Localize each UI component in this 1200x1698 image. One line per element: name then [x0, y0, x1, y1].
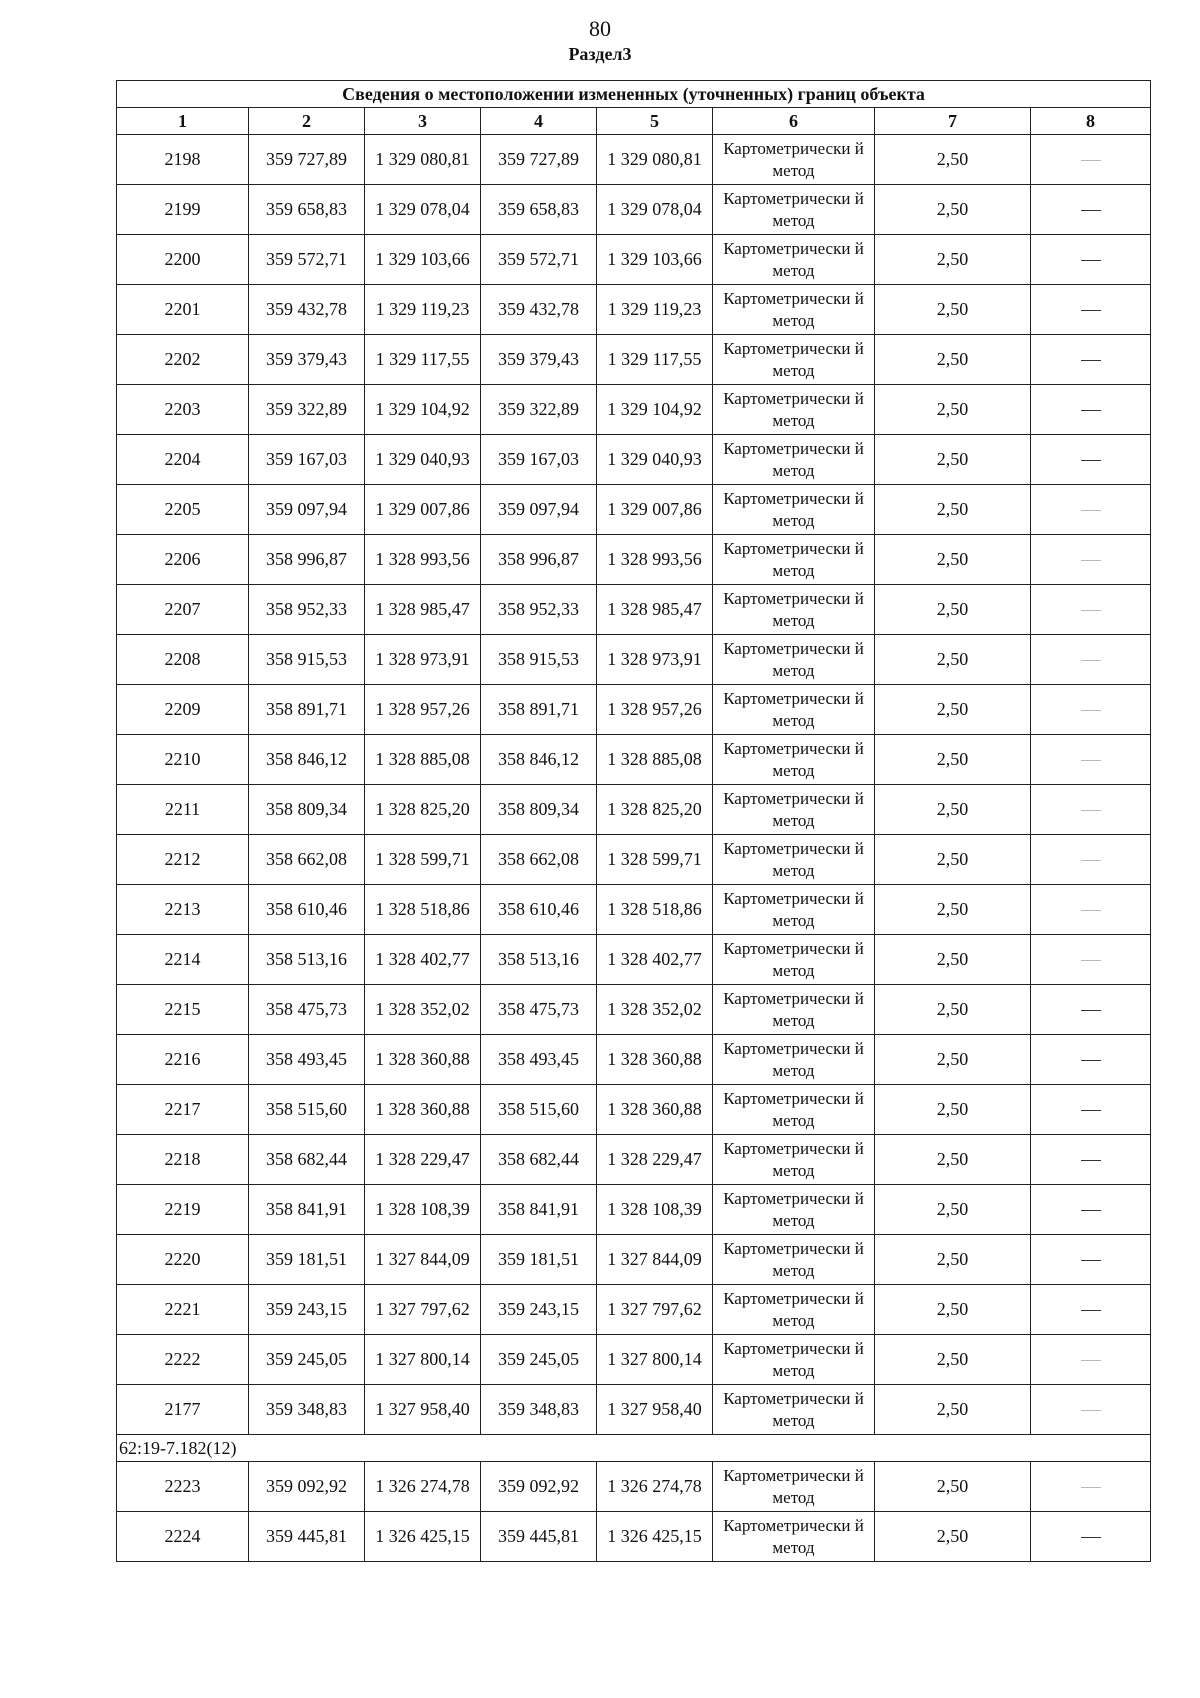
y-old-cell: 1 328 402,77: [365, 935, 481, 985]
table-row: [117, 185, 1151, 235]
accuracy-cell: 2,50: [875, 985, 1031, 1035]
method-cell: Картометрически й метод: [713, 1462, 875, 1512]
accuracy-cell: 2,50: [875, 535, 1031, 585]
x-old-cell: 358 493,45: [249, 1035, 365, 1085]
y-new-cell: 1 328 973,91: [597, 635, 713, 685]
dash-mark: [1081, 960, 1101, 961]
x-new-cell: 359 658,83: [481, 185, 597, 235]
x-old-cell: 358 952,33: [249, 585, 365, 635]
column-number: 1: [117, 108, 249, 135]
y-old-cell: 1 328 108,39: [365, 1185, 481, 1235]
point-number-cell: 2213: [117, 885, 249, 935]
accuracy-cell: 2,50: [875, 885, 1031, 935]
point-number-cell: 2219: [117, 1185, 249, 1235]
x-new-cell: 359 245,05: [481, 1335, 597, 1385]
method-cell: Картометрически й метод: [713, 1035, 875, 1085]
dash-mark: [1081, 1260, 1101, 1261]
dash-mark: [1081, 160, 1101, 161]
point-number-cell: 2216: [117, 1035, 249, 1085]
dash-mark: [1081, 1410, 1101, 1411]
method-cell: Картометрически й метод: [713, 485, 875, 535]
method-cell: Картометрически й метод: [713, 985, 875, 1035]
accuracy-cell: 2,50: [875, 735, 1031, 785]
y-old-cell: 1 328 885,08: [365, 735, 481, 785]
table-row: [117, 1285, 1151, 1335]
accuracy-cell: 2,50: [875, 1335, 1031, 1385]
x-new-cell: 358 841,91: [481, 1185, 597, 1235]
y-old-cell: 1 328 360,88: [365, 1035, 481, 1085]
method-cell: Картометрически й метод: [713, 185, 875, 235]
y-new-cell: 1 328 360,88: [597, 1085, 713, 1135]
x-new-cell: 359 432,78: [481, 285, 597, 335]
y-old-cell: 1 329 104,92: [365, 385, 481, 435]
y-old-cell: 1 329 119,23: [365, 285, 481, 335]
boundaries-table: [116, 80, 1151, 1562]
accuracy-cell: 2,50: [875, 285, 1031, 335]
x-new-cell: 359 243,15: [481, 1285, 597, 1335]
table-row: [117, 485, 1151, 535]
accuracy-cell: 2,50: [875, 935, 1031, 985]
column-number: 4: [481, 108, 597, 135]
method-cell: Картометрически й метод: [713, 1512, 875, 1562]
column-8-cell: [1031, 585, 1151, 635]
x-new-cell: 359 727,89: [481, 135, 597, 185]
method-cell: Картометрически й метод: [713, 435, 875, 485]
method-cell: Картометрически й метод: [713, 135, 875, 185]
accuracy-cell: 2,50: [875, 1512, 1031, 1562]
point-number-cell: 2202: [117, 335, 249, 385]
column-8-cell: [1031, 735, 1151, 785]
dash-mark: [1081, 910, 1101, 911]
dash-mark: [1081, 1060, 1101, 1061]
x-old-cell: 359 432,78: [249, 285, 365, 335]
column-8-cell: [1031, 1385, 1151, 1435]
dash-mark: [1081, 1537, 1101, 1538]
x-new-cell: 359 097,94: [481, 485, 597, 535]
accuracy-cell: 2,50: [875, 1235, 1031, 1285]
column-8-cell: [1031, 485, 1151, 535]
point-number-cell: 2224: [117, 1512, 249, 1562]
page-number: 80: [589, 16, 611, 41]
column-8-cell: [1031, 135, 1151, 185]
table-row: [117, 1135, 1151, 1185]
group-row: [117, 1435, 1151, 1462]
table-row: [117, 1335, 1151, 1385]
table-row: [117, 235, 1151, 285]
y-new-cell: 1 327 958,40: [597, 1385, 713, 1435]
y-new-cell: 1 328 402,77: [597, 935, 713, 985]
point-number-cell: 2214: [117, 935, 249, 985]
table-row: [117, 385, 1151, 435]
y-old-cell: 1 328 973,91: [365, 635, 481, 685]
y-old-cell: 1 327 800,14: [365, 1335, 481, 1385]
y-new-cell: 1 329 040,93: [597, 435, 713, 485]
y-new-cell: 1 328 108,39: [597, 1185, 713, 1235]
x-old-cell: 359 727,89: [249, 135, 365, 185]
method-cell: Картометрически й метод: [713, 1285, 875, 1335]
x-old-cell: 358 846,12: [249, 735, 365, 785]
method-cell: Картометрически й метод: [713, 685, 875, 735]
x-old-cell: 359 348,83: [249, 1385, 365, 1435]
x-new-cell: 358 809,34: [481, 785, 597, 835]
x-new-cell: 359 572,71: [481, 235, 597, 285]
table-row: [117, 735, 1151, 785]
column-8-cell: [1031, 685, 1151, 735]
accuracy-cell: 2,50: [875, 635, 1031, 685]
x-old-cell: 358 809,34: [249, 785, 365, 835]
dash-mark: [1081, 660, 1101, 661]
column-8-cell: [1031, 835, 1151, 885]
point-number-cell: 2220: [117, 1235, 249, 1285]
y-old-cell: 1 328 352,02: [365, 985, 481, 1035]
x-old-cell: 358 475,73: [249, 985, 365, 1035]
x-new-cell: 358 996,87: [481, 535, 597, 585]
accuracy-cell: 2,50: [875, 235, 1031, 285]
x-new-cell: 358 513,16: [481, 935, 597, 985]
y-old-cell: 1 327 958,40: [365, 1385, 481, 1435]
column-8-cell: [1031, 535, 1151, 585]
dash-mark: [1081, 710, 1101, 711]
table-row: [117, 785, 1151, 835]
method-cell: Картометрически й метод: [713, 235, 875, 285]
x-old-cell: 359 243,15: [249, 1285, 365, 1335]
x-old-cell: 358 915,53: [249, 635, 365, 685]
method-cell: Картометрически й метод: [713, 535, 875, 585]
method-cell: Картометрически й метод: [713, 385, 875, 435]
y-old-cell: 1 329 040,93: [365, 435, 481, 485]
accuracy-cell: 2,50: [875, 1385, 1031, 1435]
method-cell: Картометрически й метод: [713, 1235, 875, 1285]
dash-mark: [1081, 1160, 1101, 1161]
x-new-cell: 359 181,51: [481, 1235, 597, 1285]
dash-mark: [1081, 310, 1101, 311]
method-cell: Картометрически й метод: [713, 585, 875, 635]
point-number-cell: 2223: [117, 1462, 249, 1512]
y-new-cell: 1 328 229,47: [597, 1135, 713, 1185]
dash-mark: [1081, 360, 1101, 361]
y-old-cell: 1 328 985,47: [365, 585, 481, 635]
x-new-cell: 359 348,83: [481, 1385, 597, 1435]
x-new-cell: 358 475,73: [481, 985, 597, 1035]
point-number-cell: 2208: [117, 635, 249, 685]
table-row: [117, 835, 1151, 885]
x-new-cell: 358 682,44: [481, 1135, 597, 1185]
y-old-cell: 1 326 274,78: [365, 1462, 481, 1512]
column-8-cell: [1031, 985, 1151, 1035]
y-new-cell: 1 329 078,04: [597, 185, 713, 235]
dash-mark: [1081, 860, 1101, 861]
y-new-cell: 1 328 985,47: [597, 585, 713, 635]
y-old-cell: 1 328 957,26: [365, 685, 481, 735]
y-old-cell: 1 329 007,86: [365, 485, 481, 535]
column-8-cell: [1031, 1085, 1151, 1135]
table-row: [117, 535, 1151, 585]
x-old-cell: 359 097,94: [249, 485, 365, 535]
column-8-cell: [1031, 935, 1151, 985]
y-new-cell: 1 329 007,86: [597, 485, 713, 535]
accuracy-cell: 2,50: [875, 585, 1031, 635]
x-new-cell: 359 445,81: [481, 1512, 597, 1562]
x-old-cell: 358 996,87: [249, 535, 365, 585]
method-cell: Картометрически й метод: [713, 1085, 875, 1135]
x-old-cell: 358 515,60: [249, 1085, 365, 1135]
y-new-cell: 1 328 825,20: [597, 785, 713, 835]
column-8-cell: [1031, 1335, 1151, 1385]
x-old-cell: 359 658,83: [249, 185, 365, 235]
column-8-cell: [1031, 185, 1151, 235]
dash-mark: [1081, 1487, 1101, 1488]
column-8-cell: [1031, 235, 1151, 285]
accuracy-cell: 2,50: [875, 335, 1031, 385]
y-old-cell: 1 328 599,71: [365, 835, 481, 885]
y-old-cell: 1 328 993,56: [365, 535, 481, 585]
accuracy-cell: 2,50: [875, 385, 1031, 435]
column-8-cell: [1031, 635, 1151, 685]
x-old-cell: 358 513,16: [249, 935, 365, 985]
table-row: [117, 1235, 1151, 1285]
x-new-cell: 359 379,43: [481, 335, 597, 385]
column-number: 8: [1031, 108, 1151, 135]
y-old-cell: 1 328 360,88: [365, 1085, 481, 1135]
column-number: 5: [597, 108, 713, 135]
dash-mark: [1081, 210, 1101, 211]
column-number: 2: [249, 108, 365, 135]
x-new-cell: 358 662,08: [481, 835, 597, 885]
y-old-cell: 1 326 425,15: [365, 1512, 481, 1562]
accuracy-cell: 2,50: [875, 485, 1031, 535]
point-number-cell: 2222: [117, 1335, 249, 1385]
y-new-cell: 1 328 518,86: [597, 885, 713, 935]
method-cell: Картометрически й метод: [713, 785, 875, 835]
accuracy-cell: 2,50: [875, 1035, 1031, 1085]
point-number-cell: 2221: [117, 1285, 249, 1335]
method-cell: Картометрически й метод: [713, 635, 875, 685]
point-number-cell: 2209: [117, 685, 249, 735]
x-old-cell: 359 379,43: [249, 335, 365, 385]
table-row: [117, 1385, 1151, 1435]
accuracy-cell: 2,50: [875, 685, 1031, 735]
x-old-cell: 359 445,81: [249, 1512, 365, 1562]
x-old-cell: 359 245,05: [249, 1335, 365, 1385]
table-row: [117, 285, 1151, 335]
y-new-cell: 1 327 844,09: [597, 1235, 713, 1285]
y-old-cell: 1 328 229,47: [365, 1135, 481, 1185]
point-number-cell: 2204: [117, 435, 249, 485]
accuracy-cell: 2,50: [875, 835, 1031, 885]
x-old-cell: 358 662,08: [249, 835, 365, 885]
column-number: 3: [365, 108, 481, 135]
x-new-cell: 358 846,12: [481, 735, 597, 785]
column-8-cell: [1031, 1185, 1151, 1235]
y-old-cell: 1 329 078,04: [365, 185, 481, 235]
x-old-cell: 358 891,71: [249, 685, 365, 735]
x-new-cell: 358 891,71: [481, 685, 597, 735]
column-8-cell: [1031, 1035, 1151, 1085]
y-new-cell: 1 328 885,08: [597, 735, 713, 785]
method-cell: Картометрически й метод: [713, 1135, 875, 1185]
column-8-cell: [1031, 335, 1151, 385]
y-old-cell: 1 329 117,55: [365, 335, 481, 385]
group-label: 62:19-7.182(12): [117, 1435, 1151, 1462]
point-number-cell: 2212: [117, 835, 249, 885]
y-new-cell: 1 329 119,23: [597, 285, 713, 335]
accuracy-cell: 2,50: [875, 135, 1031, 185]
point-number-cell: 2207: [117, 585, 249, 635]
column-number-row: [117, 108, 1151, 135]
table-row: [117, 635, 1151, 685]
point-number-cell: 2218: [117, 1135, 249, 1185]
x-new-cell: 358 952,33: [481, 585, 597, 635]
accuracy-cell: 2,50: [875, 185, 1031, 235]
point-number-cell: 2199: [117, 185, 249, 235]
method-cell: Картометрически й метод: [713, 1335, 875, 1385]
point-number-cell: 2177: [117, 1385, 249, 1435]
dash-mark: [1081, 1110, 1101, 1111]
x-new-cell: 358 515,60: [481, 1085, 597, 1135]
method-cell: Картометрически й метод: [713, 335, 875, 385]
y-new-cell: 1 329 103,66: [597, 235, 713, 285]
dash-mark: [1081, 760, 1101, 761]
y-new-cell: 1 328 957,26: [597, 685, 713, 735]
column-8-cell: [1031, 285, 1151, 335]
dash-mark: [1081, 1360, 1101, 1361]
table-caption: Сведения о местоположении измененных (уточненных) границ объекта: [117, 81, 1151, 108]
table-row: [117, 335, 1151, 385]
x-new-cell: 358 493,45: [481, 1035, 597, 1085]
y-old-cell: 1 328 518,86: [365, 885, 481, 935]
y-old-cell: 1 328 825,20: [365, 785, 481, 835]
y-old-cell: 1 329 080,81: [365, 135, 481, 185]
y-new-cell: 1 328 993,56: [597, 535, 713, 585]
table-row: [117, 585, 1151, 635]
table-row: [117, 885, 1151, 935]
table-row: [117, 1035, 1151, 1085]
accuracy-cell: 2,50: [875, 1285, 1031, 1335]
column-8-cell: [1031, 1462, 1151, 1512]
column-8-cell: [1031, 435, 1151, 485]
accuracy-cell: 2,50: [875, 1185, 1031, 1235]
table-row: [117, 1185, 1151, 1235]
column-8-cell: [1031, 785, 1151, 835]
point-number-cell: 2201: [117, 285, 249, 335]
dash-mark: [1081, 560, 1101, 561]
dash-mark: [1081, 1010, 1101, 1011]
table-row: [117, 1512, 1151, 1562]
accuracy-cell: 2,50: [875, 1462, 1031, 1512]
method-cell: Картометрически й метод: [713, 885, 875, 935]
dash-mark: [1081, 810, 1101, 811]
x-new-cell: 359 092,92: [481, 1462, 597, 1512]
dash-mark: [1081, 1210, 1101, 1211]
dash-mark: [1081, 610, 1101, 611]
column-8-cell: [1031, 885, 1151, 935]
point-number-cell: 2215: [117, 985, 249, 1035]
x-old-cell: 358 682,44: [249, 1135, 365, 1185]
y-new-cell: 1 329 117,55: [597, 335, 713, 385]
table-row: [117, 985, 1151, 1035]
column-number: 7: [875, 108, 1031, 135]
accuracy-cell: 2,50: [875, 1085, 1031, 1135]
dash-mark: [1081, 460, 1101, 461]
table-row: [117, 435, 1151, 485]
x-new-cell: 359 322,89: [481, 385, 597, 435]
table-body: [117, 135, 1151, 1562]
point-number-cell: 2211: [117, 785, 249, 835]
x-old-cell: 359 167,03: [249, 435, 365, 485]
method-cell: Картометрически й метод: [713, 285, 875, 335]
y-new-cell: 1 326 425,15: [597, 1512, 713, 1562]
y-new-cell: 1 329 080,81: [597, 135, 713, 185]
x-old-cell: 359 572,71: [249, 235, 365, 285]
section-title: Раздел3: [568, 44, 632, 64]
table-row: [117, 685, 1151, 735]
table-row: [117, 135, 1151, 185]
x-old-cell: 358 610,46: [249, 885, 365, 935]
dash-mark: [1081, 1310, 1101, 1311]
column-8-cell: [1031, 1135, 1151, 1185]
point-number-cell: 2198: [117, 135, 249, 185]
y-old-cell: 1 327 797,62: [365, 1285, 481, 1335]
column-8-cell: [1031, 1235, 1151, 1285]
method-cell: Картометрически й метод: [713, 835, 875, 885]
point-number-cell: 2200: [117, 235, 249, 285]
x-new-cell: 358 915,53: [481, 635, 597, 685]
y-old-cell: 1 329 103,66: [365, 235, 481, 285]
column-8-cell: [1031, 1512, 1151, 1562]
x-old-cell: 359 322,89: [249, 385, 365, 435]
y-new-cell: 1 328 599,71: [597, 835, 713, 885]
y-new-cell: 1 327 797,62: [597, 1285, 713, 1335]
point-number-cell: 2217: [117, 1085, 249, 1135]
y-new-cell: 1 326 274,78: [597, 1462, 713, 1512]
y-new-cell: 1 329 104,92: [597, 385, 713, 435]
table-row: [117, 935, 1151, 985]
dash-mark: [1081, 410, 1101, 411]
table-row: [117, 1085, 1151, 1135]
point-number-cell: 2206: [117, 535, 249, 585]
method-cell: Картометрически й метод: [713, 735, 875, 785]
dash-mark: [1081, 510, 1101, 511]
dash-mark: [1081, 260, 1101, 261]
x-new-cell: 359 167,03: [481, 435, 597, 485]
column-8-cell: [1031, 1285, 1151, 1335]
column-number: 6: [713, 108, 875, 135]
y-old-cell: 1 327 844,09: [365, 1235, 481, 1285]
method-cell: Картометрически й метод: [713, 1185, 875, 1235]
point-number-cell: 2205: [117, 485, 249, 535]
x-old-cell: 358 841,91: [249, 1185, 365, 1235]
method-cell: Картометрически й метод: [713, 1385, 875, 1435]
y-new-cell: 1 328 360,88: [597, 1035, 713, 1085]
table-row: [117, 1462, 1151, 1512]
x-new-cell: 358 610,46: [481, 885, 597, 935]
point-number-cell: 2210: [117, 735, 249, 785]
accuracy-cell: 2,50: [875, 1135, 1031, 1185]
point-number-cell: 2203: [117, 385, 249, 435]
column-8-cell: [1031, 385, 1151, 435]
method-cell: Картометрически й метод: [713, 935, 875, 985]
accuracy-cell: 2,50: [875, 435, 1031, 485]
accuracy-cell: 2,50: [875, 785, 1031, 835]
y-new-cell: 1 327 800,14: [597, 1335, 713, 1385]
x-old-cell: 359 181,51: [249, 1235, 365, 1285]
x-old-cell: 359 092,92: [249, 1462, 365, 1512]
y-new-cell: 1 328 352,02: [597, 985, 713, 1035]
